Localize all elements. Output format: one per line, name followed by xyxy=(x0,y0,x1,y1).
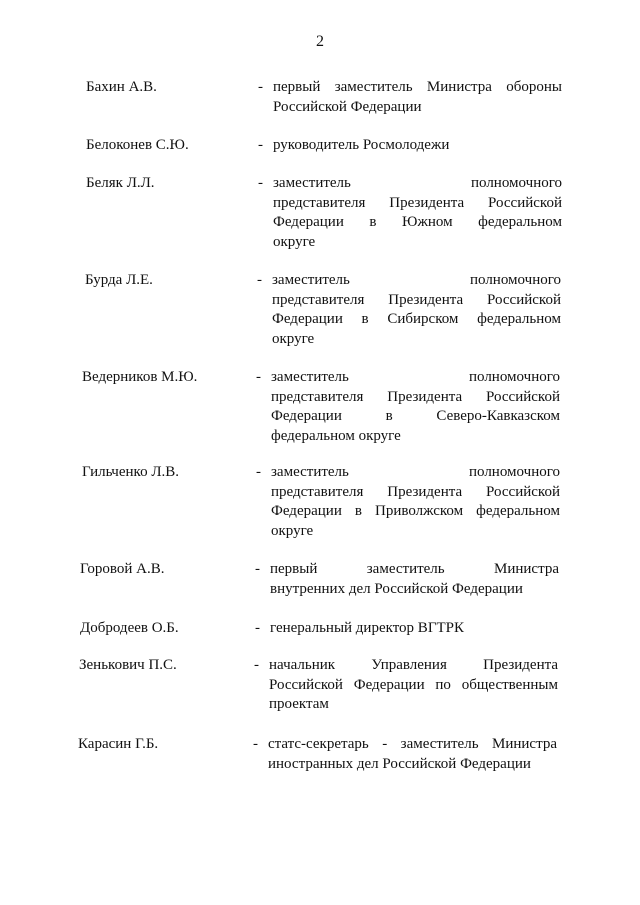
dash-separator: - xyxy=(256,464,261,480)
member-name: Ведерников М.Ю. xyxy=(82,369,198,385)
member-position xyxy=(273,136,562,156)
position-line: Федерации в Приволжском федеральном xyxy=(271,503,560,519)
position-line: статс-секретарь - заместитель Министра xyxy=(268,736,557,752)
member-position xyxy=(271,368,560,446)
position-line: первый заместитель Министра xyxy=(270,561,559,577)
member-position xyxy=(271,463,560,541)
member-name: Горовой А.В. xyxy=(80,561,165,577)
member-position xyxy=(273,174,562,252)
position-line: заместитель полномочного xyxy=(273,175,562,191)
position-line: Российской Федерации xyxy=(273,98,422,115)
position-line: первый заместитель Министра обороны xyxy=(273,79,562,95)
member-position xyxy=(270,560,559,599)
position-line: Федерации в Сибирском федеральном xyxy=(272,311,561,327)
position-line: Федерации в Южном федеральном xyxy=(273,214,562,230)
dash-separator: - xyxy=(258,137,263,153)
member-name: Бурда Л.Е. xyxy=(85,272,153,288)
position-line: представителя Президента Российской xyxy=(273,194,562,211)
member-position xyxy=(270,619,559,639)
dash-separator: - xyxy=(255,620,260,636)
position-line: заместитель полномочного xyxy=(272,272,561,288)
position-line: заместитель полномочного xyxy=(271,464,560,480)
position-line: внутренних дел Российской Федерации xyxy=(270,580,523,597)
member-name: Карасин Г.Б. xyxy=(78,736,159,752)
position-line: иностранных дел Российской Федерации xyxy=(268,755,531,772)
position-line: Российской Федерации по общественным xyxy=(269,676,558,693)
member-position xyxy=(269,656,558,715)
position-line: представителя Президента Российской xyxy=(271,388,560,405)
position-line: проектам xyxy=(269,696,329,712)
position-line: округе xyxy=(272,330,315,347)
position-line: Федерации в Северо-Кавказском xyxy=(271,408,560,424)
member-position xyxy=(272,271,561,349)
position-line: генеральный директор ВГТРК xyxy=(270,620,464,636)
position-line: начальник Управления Президента xyxy=(269,657,558,673)
member-name: Добродеев О.Б. xyxy=(80,620,179,636)
position-line: представителя Президента Российской xyxy=(271,483,560,500)
position-line: руководитель Росмолодежи xyxy=(273,137,450,153)
page-number: 2 xyxy=(316,33,324,50)
dash-separator: - xyxy=(254,657,259,673)
dash-separator: - xyxy=(257,272,262,288)
position-line: федеральном округе xyxy=(271,427,401,444)
member-position xyxy=(273,78,562,117)
dash-separator: - xyxy=(258,175,263,191)
member-name: Белоконев С.Ю. xyxy=(86,137,189,153)
position-line: округе xyxy=(273,233,316,250)
dash-separator: - xyxy=(258,79,263,95)
dash-separator: - xyxy=(255,561,260,577)
member-name: Беляк Л.Л. xyxy=(86,175,155,191)
position-line: заместитель полномочного xyxy=(271,369,560,385)
member-name: Зенькович П.С. xyxy=(79,657,177,673)
position-line: представителя Президента Российской xyxy=(272,291,561,308)
member-name: Гильченко Л.В. xyxy=(82,464,179,480)
member-name: Бахин А.В. xyxy=(86,79,157,95)
dash-separator: - xyxy=(256,369,261,385)
member-position xyxy=(268,735,557,774)
dash-separator: - xyxy=(253,736,258,752)
position-line: округе xyxy=(271,522,314,539)
